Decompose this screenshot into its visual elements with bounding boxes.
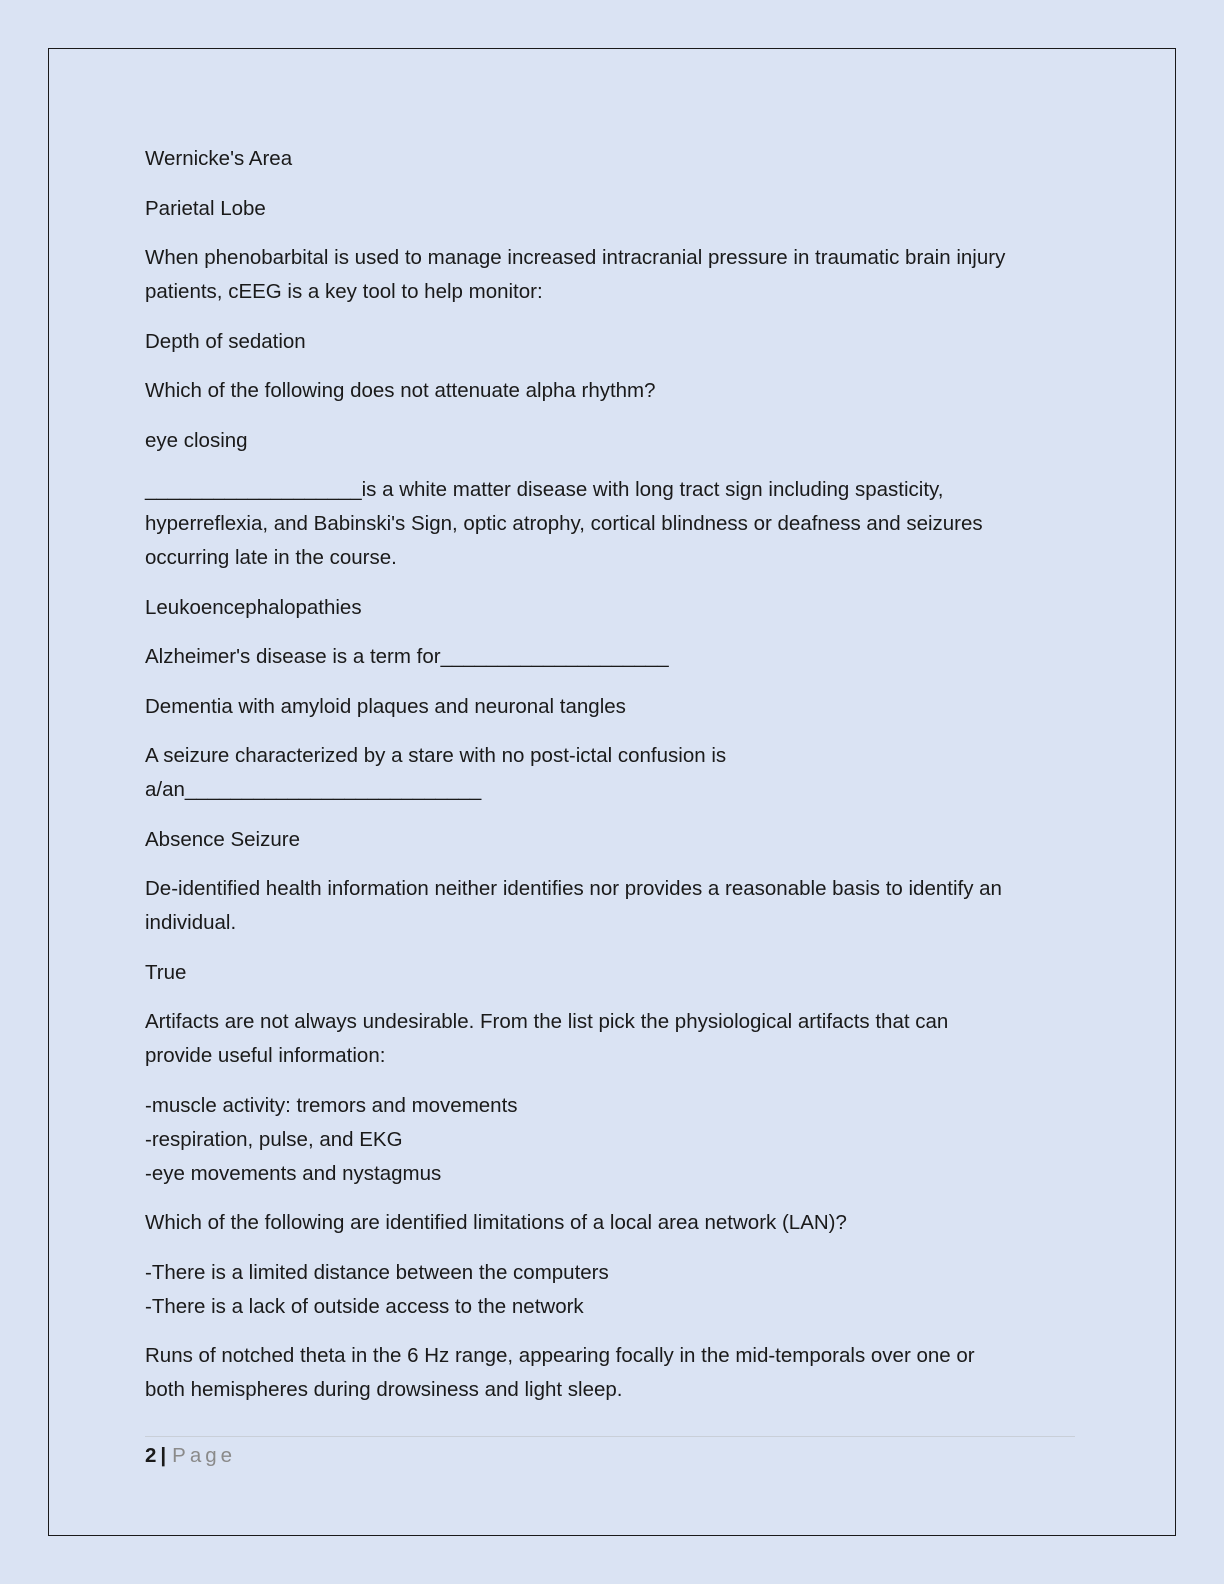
paragraph <box>145 1206 1085 1240</box>
paragraph <box>145 690 1085 724</box>
paragraph <box>145 1089 1085 1191</box>
paragraph <box>145 192 1085 226</box>
text-line: a/an__________________________ <box>145 778 482 801</box>
paragraph <box>145 473 1085 575</box>
text-line: patients, cEEG is a key tool to help monitor: <box>145 280 543 303</box>
text-line: When phenobarbital is used to manage increased intracranial pressure in traumatic brain injury <box>145 246 1006 269</box>
paragraph <box>145 872 1085 940</box>
paragraph <box>145 325 1085 359</box>
paragraph <box>145 241 1085 309</box>
text-line: Absence Seizure <box>145 827 300 851</box>
text-line: Parietal Lobe <box>145 196 266 220</box>
text-line: A seizure characterized by a stare with no post-ictal confusion is <box>145 744 727 767</box>
text-line: Depth of sedation <box>145 329 306 353</box>
text-line: ___________________is a white matter disease with long tract sign including spasticity, <box>145 478 944 501</box>
text-line: -There is a lack of outside access to the network <box>145 1294 584 1318</box>
text-line: -muscle activity: tremors and movements <box>145 1093 518 1117</box>
footer-divider <box>145 1436 1075 1437</box>
paragraph <box>145 956 1085 990</box>
text-line: Which of the following are identified limitations of a local area network (LAN)? <box>145 1211 847 1234</box>
page-label: Page <box>172 1444 237 1467</box>
paragraph <box>145 1005 1085 1073</box>
text-line: both hemispheres during drowsiness and light sleep. <box>145 1378 623 1401</box>
text-line: -respiration, pulse, and EKG <box>145 1127 403 1151</box>
text-line: eye closing <box>145 428 248 452</box>
footer-separator: | <box>160 1444 167 1467</box>
text-line: -There is a limited distance between the computers <box>145 1260 609 1284</box>
paragraph <box>145 640 1085 674</box>
document-body <box>145 142 1085 1423</box>
paragraph <box>145 823 1085 857</box>
text-line: Leukoencephalopathies <box>145 595 362 619</box>
text-line: individual. <box>145 911 237 934</box>
page-number: 2 <box>145 1444 157 1467</box>
paragraph <box>145 142 1085 176</box>
text-line: provide useful information: <box>145 1044 386 1067</box>
text-line: hyperreflexia, and Babinski's Sign, optic atrophy, cortical blindness or deafness and seizures <box>145 512 983 535</box>
paragraph <box>145 1339 1085 1407</box>
text-line: True <box>145 960 187 984</box>
text-line: Runs of notched theta in the 6 Hz range, appearing focally in the mid-temporals over one or <box>145 1344 975 1367</box>
text-line: -eye movements and nystagmus <box>145 1161 442 1185</box>
text-line: Dementia with amyloid plaques and neuronal tangles <box>145 694 626 718</box>
text-line: Wernicke's Area <box>145 147 293 170</box>
text-line: Alzheimer's disease is a term for____________________ <box>145 645 669 668</box>
page-frame <box>48 48 1176 1536</box>
paragraph <box>145 374 1085 408</box>
paragraph <box>145 591 1085 625</box>
paragraph <box>145 1256 1085 1324</box>
text-line: De-identified health information neither identifies nor provides a reasonable basis to identify an <box>145 877 1002 900</box>
paragraph <box>145 424 1085 458</box>
text-line: Which of the following does not attenuate alpha rhythm? <box>145 379 656 402</box>
text-line: occurring late in the course. <box>145 546 397 569</box>
page-footer <box>145 1439 236 1473</box>
text-line: Artifacts are not always undesirable. From the list pick the physiological artifacts that can <box>145 1010 949 1033</box>
paragraph <box>145 739 1085 807</box>
